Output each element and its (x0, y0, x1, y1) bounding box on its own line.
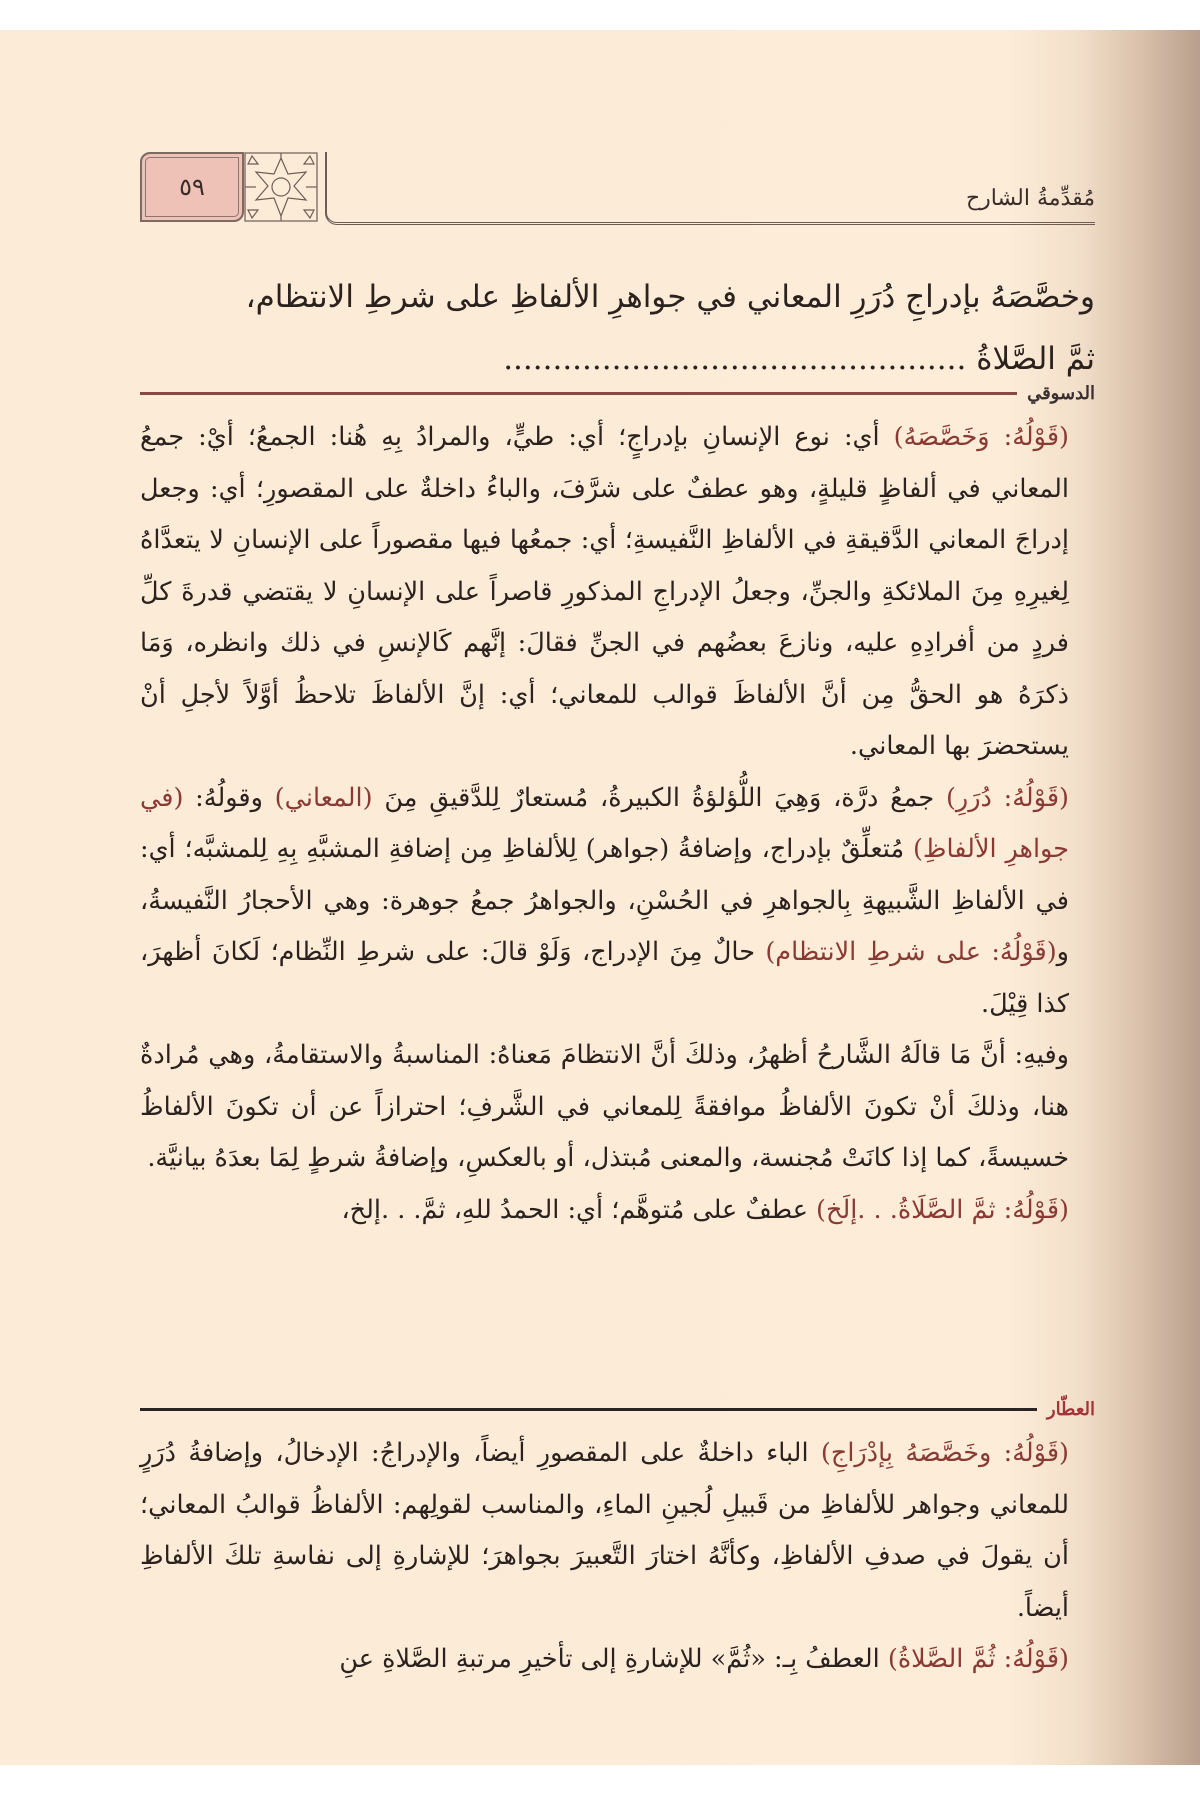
section-header-dasuqi (140, 380, 1095, 406)
commentary-text: جمعُ درَّة، وَهِيَ اللُّؤلؤةُ الكبيرةُ، مُستعارٌ لِلدَّقيقِ مِنَ (372, 782, 946, 813)
commentary-text: وفيهِ: أنَّ مَا قالَهُ الشَّارحُ أظهرُ، وذلكَ أنَّ الانتظامَ مَعناهُ: المناسبةُ والاستقامةُ، وهي مُرادةٌ هنا، وذلكَ أنْ تكونَ الألفاظُ موافقةً لِلمعاني في الشَّرفِ؛ احترازاً عن أن تكونَ الألفاظُ خسيسةً، كما إذا كانَتْ مُجنسة، والمعنى مُبتذل، أو بالعكسِ، وإضافةُ شرطٍ لِمَا بعدَهُ بيانيَّة. (140, 1040, 1069, 1173)
commentary-paragraph (140, 1030, 1095, 1185)
commentary-text: مُتعلِّقٌ بإدراج، وإضافةُ (جواهر) لِلألفاظِ مِن إضافةِ المشبَّهِ بِهِ لِلمشبَّه؛ أي: في الألفاظِ الشَّبيهةِ بِالجواهرِ في الحُسْنِ، والجواهرُ جمعُ جوهرة: وهي الأحجارُ النَّفيسةُ، و (140, 834, 1069, 967)
quoted-phrase: (قَوْلُهُ: وخَصَّصَهُ بِإدْرَاجِ) (820, 1438, 1070, 1468)
quoted-phrase: (المعاني) (274, 782, 373, 813)
commentary-text: أي: نوع الإنسانِ بإدراجٍ؛ أي: طيٍّ، والمرادُ بِهِ هُنا: الجمعُ؛ أيْ: جمعُ المعاني في ألفاظٍ قليلةٍ، وهو عطفٌ على شرَّفَ، والباءُ داخلةٌ على المقصورِ؛ أي: وجعل إدراجَ المعاني الدَّقيقةِ في الألفاظِ النَّفيسةِ؛ أي: جمعُها فيها مقصوراً على الإنسانِ لا يتعدَّاهُ لِغيرِهِ مِنَ الملائكةِ والجنِّ، وجعلُ الإدراجِ المذكورِ قاصراً على الإنسانِ لا يقتضي قدرةَ كلِّ فردٍ من أفرادِهِ عليه، ونازعَ بعضُهم في الجنِّ فقالَ: إنَّهم كَالإنسِ في ذلك وانظره، وَمَا ذكرَهُ هو الحقُّ مِن أنَّ الألفاظَ قوالب للمعاني؛ أي: إنَّ الألفاظَ تلاحظُ أوَّلاً لأجلِ أنْ يستحضرَ بها المعاني. (140, 422, 1069, 761)
section-divider (140, 1408, 1037, 1411)
commentary-paragraph (140, 1634, 1095, 1686)
commentary-text: وقولُهُ: (183, 782, 275, 813)
matn-line: وخصَّصَهُ بإدراجِ دُرَرِ المعاني في جواهرِ الألفاظِ على شرطِ الانتظام، (245, 279, 1095, 315)
commentary-paragraph (140, 773, 1095, 1031)
dotted-leader: ............................................... (503, 341, 967, 377)
page-number-box (140, 152, 244, 222)
section-header-attar (140, 1396, 1095, 1422)
book-page (0, 30, 1200, 1765)
quoted-phrase: (قَوْلُهُ: وَخَصَّصَهُ) (893, 422, 1069, 452)
section-label: العطّار (1046, 1398, 1095, 1420)
running-title: مُقدِّمةُ الشارح (965, 186, 1095, 211)
commentary-paragraph (140, 412, 1095, 773)
commentary-text: حالٌ مِنَ الإدراج، وَلَوْ قالَ: على شرطِ النِّظام؛ لَكانَ أظهرَ، كذا قِيْلَ. (140, 937, 1069, 1019)
main-text (140, 266, 1095, 390)
commentary-dasuqi (140, 412, 1095, 1236)
commentary-text: عطفٌ على مُتوهَّم؛ أي: الحمدُ للهِ، ثمَّ. . .إلخ، (341, 1194, 817, 1225)
matn-line-text: ثمَّ الصَّلاةُ (976, 341, 1095, 377)
commentary-paragraph (140, 1185, 1095, 1237)
commentary-text: الباء داخلةٌ على المقصورِ أيضاً، والإدراجُ: الإدخالُ، وإضافةُ دُرَرٍ للمعاني وجواهر للألفاظِ من قَبيلِ لُجينِ الماءِ، والمناسب لقولِهم: الألفاظُ قوالبُ المعاني؛ أن يقولَ في صدفِ الألفاظِ، وكأنَّهُ اختارَ التَّعبيرَ بجواهرَ؛ للإشارةِ إلى نفاسةِ تلكَ الألفاظِ أيضاً. (140, 1438, 1069, 1623)
geometric-ornament-icon (244, 152, 318, 222)
page-header (140, 152, 1095, 224)
quoted-phrase: (قَوْلُهُ: على شرطِ الانتظام) (765, 937, 1057, 967)
quoted-phrase: (قَوْلُهُ: ثمَّ الصَّلَاةُ. . .إلَخ) (816, 1194, 1069, 1225)
section-divider (140, 392, 1017, 395)
section-label: الدسوقي (1027, 382, 1095, 404)
commentary-paragraph (140, 1428, 1095, 1634)
quoted-phrase: (في جواهرِ الألفاظِ) (140, 782, 1069, 864)
commentary-text: العطفُ بِـ: «ثُمَّ» للإشارةِ إلى تأخيرِ مرتبةِ الصَّلاةِ عنِ (339, 1644, 888, 1674)
page-number: ٥٩ (179, 173, 205, 201)
commentary-attar (140, 1428, 1095, 1686)
quoted-phrase: (قَوْلُهُ: دُرَرِ) (945, 782, 1070, 813)
quoted-phrase: (قَوْلُهُ: ثُمَّ الصَّلاةُ) (887, 1644, 1069, 1674)
